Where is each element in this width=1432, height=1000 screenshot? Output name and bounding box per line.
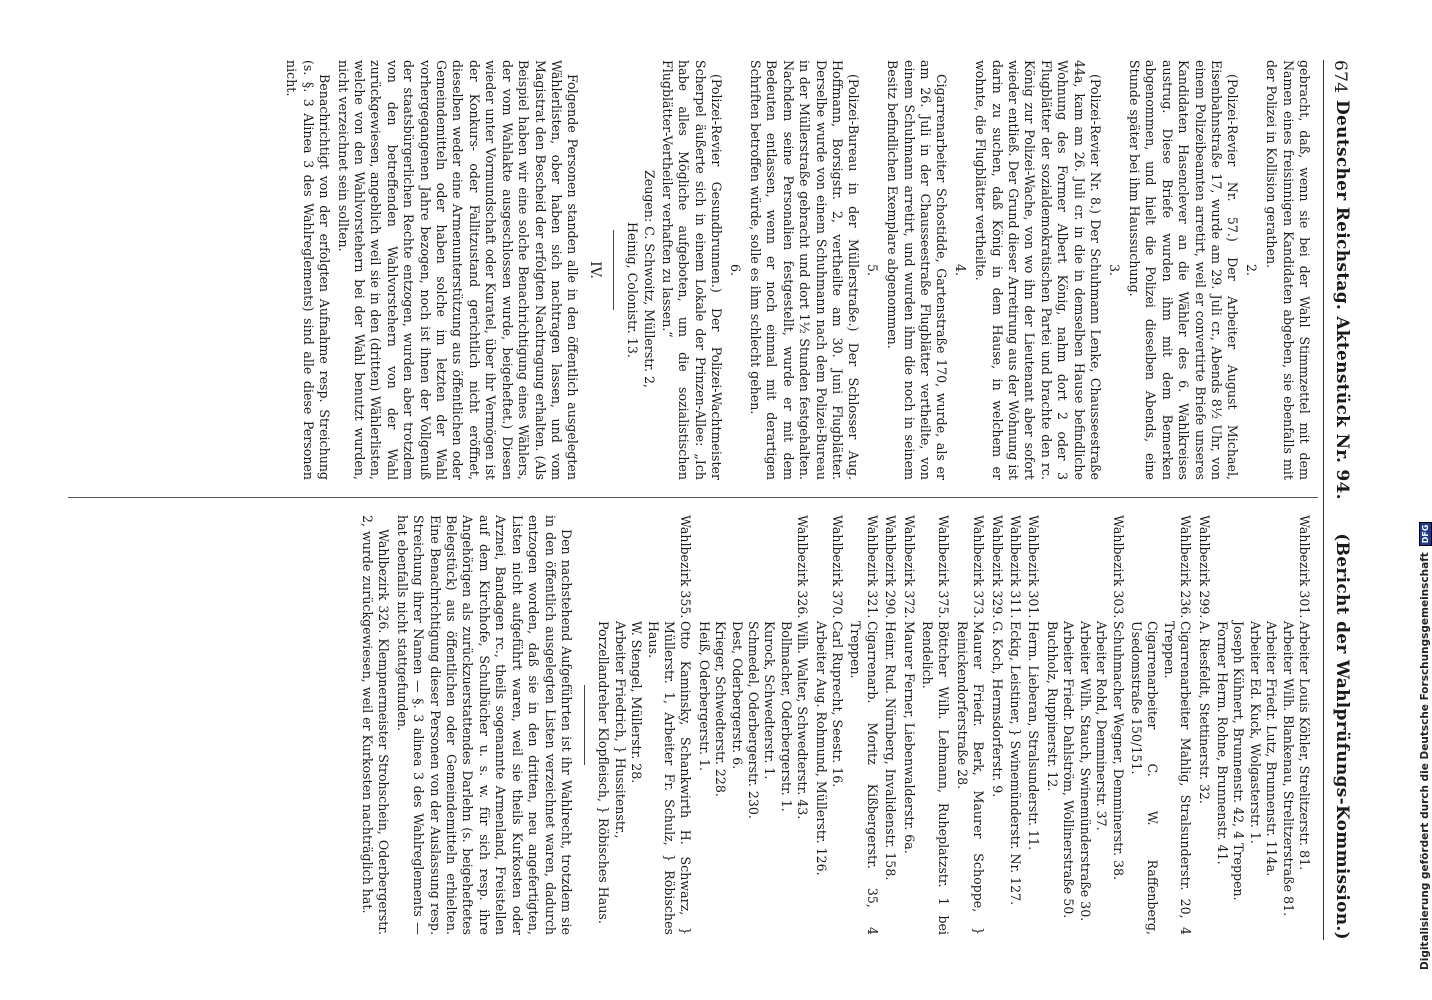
body-paragraph: Wahlbezirk 326. Klempnermeister Strohschein, Oderbergerstr. 2, wurde zurückgewiesen, weil er Kurkosten nachträglich hat. bbox=[360, 515, 392, 935]
section-divider bbox=[584, 685, 585, 765]
district-names bbox=[1044, 621, 1126, 935]
page-header bbox=[1324, 60, 1354, 940]
voter-name: Former Herm. Rohne, Brunnenstr. 41. bbox=[1214, 621, 1230, 865]
chapter-number: IV. bbox=[586, 261, 603, 279]
witness-label: Zeugen: bbox=[641, 170, 657, 223]
district-entry bbox=[900, 515, 916, 935]
voter-name: Porzellandreher Klopfleisch, } Röbisches Haus. bbox=[596, 621, 612, 924]
witness-name: Heinig, Colonistr. 13. bbox=[625, 222, 641, 358]
district-entry bbox=[1044, 515, 1126, 935]
district-label: Wahlbezirk 372. bbox=[901, 515, 917, 619]
district-names bbox=[1128, 621, 1194, 935]
body-paragraph: Den nachstehend Aufgeführten ist ihr Wahlrecht, trotzdem sie in den öffentlich ausgelegten Listen verzeichnet waren, dadurch entzogen worden, daß sie in den dritten, neu angefertigten, Listen nicht aufgeführt waren, weil sie theils Kurkosten oder Arznei, Bandagen rc., theils sogenannte Armenland, Freistellen auf dem Kirchhofe, Schulbücher u. s. w. für sich resp. ihre Angehörigen als zurückzuerstattendes Darlehn (s. beigeheftetes Belegstück) aus öffentlichen oder Gemeindemitteln erhielten. Eine Benachrichtigung dieser Personen von der Auslassung resp. Streichung ihrer Namen — §. 3 alinea 3 des Wahlreglements — hat ebenfalls nicht stattgefunden. bbox=[394, 515, 574, 935]
section-text: (Polizei-Revier Nr. 8.) Der Schuhmann Lenke, Chausseestraße 44a, kam am 26. Juli cr. in die in demselben Hause befindliche Wohnung des Former Albert König, nahm dort 2 oder 3 Flugblätter der sozialdemokratischen Partei und brachte den rc. König zur Polizei-Wache, von wo ihn der Lieutenant aber sofort wieder entließ. Der Grund dieser Arretirung aus der Wohnung ist darin zu suchen, daß König in dem Hause, in welchem er wohnte, die Flugblätter vertheilte. bbox=[973, 60, 1104, 480]
left-column bbox=[72, 60, 1312, 480]
header-rule bbox=[1323, 60, 1324, 940]
district-entry bbox=[1007, 515, 1023, 935]
voter-name: Dest, Oderbergerstr. 6. bbox=[729, 621, 745, 770]
voter-name: Arbeiter Rohd, Demminerstr. 37. bbox=[1094, 621, 1110, 831]
district-entry bbox=[595, 515, 693, 935]
district-entry bbox=[1128, 515, 1194, 935]
voter-name: Joseph Kühnert, Brunnenstr. 42, 4 Treppen. bbox=[1231, 621, 1247, 901]
section-number: 2. bbox=[1243, 263, 1259, 277]
district-label: Wahlbezirk 299. bbox=[1196, 515, 1212, 619]
voter-name: Buchholz, Ruppinerstr. 12. bbox=[1044, 621, 1060, 792]
section-number: 4. bbox=[952, 263, 968, 277]
district-label: Wahlbezirk 329. bbox=[989, 515, 1005, 619]
district-label: Wahlbezirk 326. bbox=[795, 515, 811, 619]
district-names bbox=[1007, 621, 1023, 935]
digitization-note bbox=[1418, 0, 1432, 1000]
district-entry bbox=[919, 515, 952, 935]
district-label: Wahlbezirk 301. bbox=[1297, 515, 1312, 619]
district-names bbox=[882, 621, 898, 935]
voter-name: Heinr. Rud. Nürnberg, Invalidenstr. 158. bbox=[883, 621, 899, 881]
voter-name: Cigarrenarbeiter Mahlig, Stralsunderstr. 20, 4 Treppen. bbox=[1161, 621, 1194, 935]
district-list bbox=[595, 515, 1312, 935]
voter-name: Arbeiter Wilh. Stauch, Swinemünderstraße 30. bbox=[1077, 621, 1093, 922]
voter-name: Arbeiter Aug. Rohmund, Müllerstr. 126. bbox=[813, 621, 829, 876]
voter-name: A. Riesfeldt, Stettinerstr. 32. bbox=[1196, 621, 1212, 804]
district-names bbox=[1214, 621, 1312, 935]
district-label: Wahlbezirk 370. bbox=[830, 515, 846, 619]
voter-name: Arbeiter Friedr. Dahlström, Wollinerstraße 50. bbox=[1061, 621, 1077, 919]
voter-name: Otto Kaminsky, Schankwirth H. Schwarz, } Müllerstr. 1, Arbeiter Fr. Schulz, } Röbisches Haus. bbox=[645, 621, 694, 935]
voter-name: Wilh. Walter, Schwedterstr. 43. bbox=[795, 621, 811, 820]
right-column bbox=[72, 515, 1312, 935]
witness-block bbox=[624, 170, 657, 480]
voter-name: Cigarrenarb. Moritz Kißbergerstr. 35, 4 Treppen. bbox=[848, 621, 880, 935]
district-names bbox=[695, 621, 810, 935]
voter-name: Krieger, Schwedterstr. 228. bbox=[713, 621, 729, 797]
section-text: Cigarrenarbeiter Schostidde, Gartenstraße 170, wurde, als er am 26. Juli in der Chausseestraße Flugblätter vertheilte, von einem Schuhmann arretirt, und wurden ihm die noch in seinem Besitz befindlichen Exemplare abgenommen. bbox=[885, 60, 950, 480]
column-divider bbox=[68, 497, 1318, 498]
dfg-logo: DFG bbox=[1419, 522, 1432, 547]
voter-name: Arbeiter Friedr. Lutz, Brunnenstr. 114a. bbox=[1264, 621, 1280, 877]
voter-name: Arbeiter Wilh. Blankenau, Strelitzerstraße 81. bbox=[1280, 621, 1296, 917]
district-label: Wahlbezirk 303. bbox=[1110, 515, 1126, 619]
voter-name: Heiß, Oderbergerstr. 1. bbox=[696, 621, 712, 771]
district-names bbox=[812, 621, 845, 935]
page-title: Deutscher Reichstag. Aktenstück Nr. 94. bbox=[1332, 100, 1352, 500]
district-names bbox=[1025, 621, 1041, 935]
voter-name: Maurer Friedr. Berk, Maurer Schoppe, } Reinickendorferstraße 28. bbox=[954, 621, 987, 935]
district-names bbox=[919, 621, 952, 935]
voter-name: Schuhmacher Wegner, Demminerstr. 38. bbox=[1110, 621, 1126, 880]
digitization-text: Digitalisierung gefördert durch die Deutsche Forschungsgemeinschaft bbox=[1419, 552, 1431, 970]
district-entry bbox=[847, 515, 880, 935]
voter-name: Carl Ruprecht, Seestr. 16. bbox=[830, 621, 846, 788]
voter-name: W. Stengel, Müllerstr. 28. bbox=[629, 621, 645, 784]
section-number: 5. bbox=[864, 263, 880, 277]
district-label: Wahlbezirk 311. bbox=[1008, 515, 1024, 619]
section-number: 3. bbox=[1106, 263, 1122, 277]
section-title: (Bericht der Wahlprüfungs-Kommission.) bbox=[1332, 533, 1352, 940]
section-text: (Polizei-Revier Gesundbrunnen.) Der Polizei-Wachtmeister Scherpel äußerte sich in einem Lokale der Prinzen-Allee: „Ich habe alles Mögliche aufgeboten, um die sozialistischen Flugblätter-Vertheiler verhaften zu lassen.“ bbox=[659, 60, 725, 480]
voter-name: Schmedel, Oderbergerstr. 230. bbox=[746, 621, 761, 819]
voter-name: Cigarrenarbeiter C. W. Raffenberg, Usedomstraße 150/151. bbox=[1128, 621, 1161, 935]
page-number: 674 bbox=[1330, 60, 1350, 94]
section-divider bbox=[613, 230, 614, 310]
district-names bbox=[988, 621, 1004, 935]
voter-name: Eckig, Leistiner, } Swinemünderstr. Nr. 127. bbox=[1008, 621, 1024, 906]
district-label: Wahlbezirk 355. bbox=[678, 515, 694, 619]
section-text: (Polizei-Bureau in der Müllerstraße.) Der Schlosser Aug. Hoffmann, Borsigstr. 2, vertheilte am 30. Juni Flugblätter. Derselbe wurde von einem Schuhmann nach dem Polizei-Bureau in der Müllerstraße gebracht und dort 1½ Stunden festgehalten. Nachdem seine Personalien festgestellt, wurde er mit dem Bedeuten entlassen, wenn er noch einmal mit derartigen Schriften betroffen würde, solle es ihm schlecht gehen. bbox=[748, 60, 862, 480]
district-entry bbox=[695, 515, 810, 935]
district-names bbox=[953, 621, 986, 935]
district-label: Wahlbezirk 321. bbox=[864, 515, 880, 619]
body-paragraph: Benachrichtigt von der erfolgten Aufnahme resp. Streichung (s. §. 3 Alinea 3 des Wahlreglements) sind alle diese Personen nicht. bbox=[284, 60, 333, 480]
voter-name: Bollmacher, Oderbergerstr. 1. bbox=[778, 621, 794, 812]
section-number: 6. bbox=[727, 263, 743, 277]
district-names bbox=[595, 621, 693, 935]
district-label: Wahlbezirk 301. bbox=[1026, 515, 1042, 619]
section-text: (Polizei-Revier Nr. 57.) Der Arbeiter August Michael, Eisenbahnstraße 17, wurde am 29. Juli cr., Abends 8½ Uhr, von einem Polizeibeamten arretirt, weil er convertirte Briefe unseres Kandidaten Hasenclever an die Wähler des 6. Wahlkreises austrug. Diese Briefe wurden ihm mit dem Bemerken abgenommen, und hielt die Polizei dieselben Abends, eine Stunde später bei ihm Haussuchung. bbox=[1126, 60, 1241, 480]
district-names bbox=[900, 621, 916, 935]
voter-name: Maurer Ferner, Liebenwalderstr. 6a. bbox=[901, 621, 917, 854]
voter-name: Böttcher Wilh. Lehmann, Ruheplatzstr. 1 bei Rendelich. bbox=[920, 621, 952, 935]
district-entry bbox=[988, 515, 1004, 935]
voter-name: G. Koch, Hermsdorferstr. 9. bbox=[989, 621, 1005, 798]
district-label: Wahlbezirk 290. bbox=[883, 515, 899, 619]
district-entry bbox=[812, 515, 845, 935]
district-entry bbox=[953, 515, 986, 935]
district-entry bbox=[1214, 515, 1312, 935]
district-label: Wahlbezirk 375. bbox=[936, 515, 952, 619]
voter-name: Kurock, Schwedterstr. 1. bbox=[762, 621, 778, 780]
body-paragraph: Folgende Personen standen alle in den öffentlich ausgelegten Wählerlisten, ober haben sich nachtragen lassen, und vom Magistrat den Bescheid der erfolgten Nachtragung erhalten. (Als Beispiel haben wir eine solche Benachrichtigung eines Wählers, der vom Wahlakte ausgeschlossen wurde, beigeheftet.) Diesen wieder unter Vormundschaft oder Kuratel, über ihr Vermögen ist der Konkurs- oder Fallitzustand gerichtlich nicht eröffnet, dieselben weder eine Armenunterstützung aus öffentlichen oder Gemeindemitteln oder haben solche im letzten der Wahl vorhergegangenen Jahre bezogen, noch ist ihnen der Vollgenuß der staatsbürgerlichen Rechte entzogen, wurden aber trotzdem von den betreffenden Wahlvorstehern von der Wahl zurückgewiesen, angeblich weil sie in den (dritten) Wählerlisten, welche von den Wahlvorstehern bei der Wahl benutzt wurden, nicht verzeichnet sein sollten. bbox=[335, 60, 581, 480]
district-label: Wahlbezirk 373. bbox=[971, 515, 987, 619]
voter-name: Arbeiter Ed. Kuck, Wolgasterstr. 1. bbox=[1247, 621, 1263, 844]
intro-paragraph: gebracht, daß, wenn sie bei der Wahl Stimmzettel mit dem Namen eines freisinnigen Kandidaten abgeben, sie ebenfalls mit der Polizei in Kollision gerathen. bbox=[1264, 60, 1312, 480]
district-names bbox=[847, 621, 880, 935]
voter-name: Arbeiter Louis Köhler, Strelitzerstr. 81. bbox=[1297, 621, 1312, 871]
district-names bbox=[1195, 621, 1211, 935]
page-content bbox=[64, 60, 1354, 940]
district-entry bbox=[1025, 515, 1041, 935]
voter-name: Herm. Lieberan, Stralsunderstr. 11. bbox=[1026, 621, 1042, 851]
witness-name: C. Schwoitz, Müllerstr. 2, bbox=[641, 226, 657, 388]
district-entry bbox=[1195, 515, 1211, 935]
district-label: Wahlbezirk 236. bbox=[1178, 515, 1194, 619]
voter-name: Arbeiter Friedrich, } Hussitenstr., bbox=[612, 621, 628, 839]
district-entry bbox=[882, 515, 898, 935]
